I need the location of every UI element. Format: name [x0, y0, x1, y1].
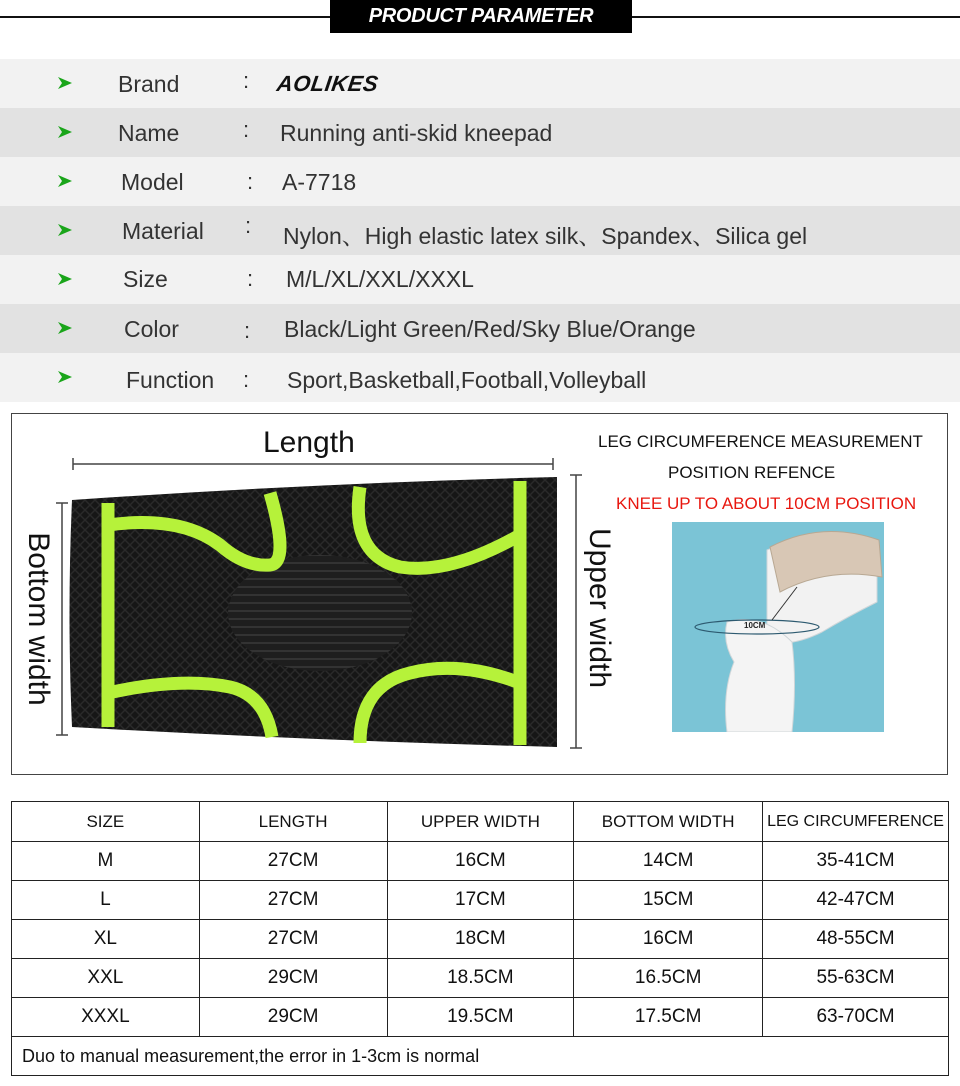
table-cell: 63-70CM	[763, 998, 949, 1037]
green-arrow-icon	[57, 76, 73, 90]
upper-width-label: Upper width	[583, 527, 616, 689]
param-colon: :	[244, 318, 251, 343]
table-cell: XL	[12, 920, 200, 959]
param-colon: :	[243, 117, 250, 142]
table-cell: 17.5CM	[574, 998, 763, 1037]
table-header-cell: BOTTOM WIDTH	[574, 802, 763, 842]
green-arrow-icon	[57, 223, 73, 237]
table-cell: XXL	[12, 959, 200, 998]
param-row-material	[0, 206, 960, 255]
table-cell: 35-41CM	[763, 842, 949, 881]
table-cell: 18.5CM	[387, 959, 574, 998]
kneepad-illustration	[20, 455, 585, 755]
size-table	[11, 801, 949, 1076]
param-row-name	[0, 108, 960, 157]
green-arrow-icon	[57, 370, 73, 384]
green-arrow-icon	[57, 272, 73, 286]
header-rule-left	[0, 16, 330, 18]
param-label: Color	[124, 316, 179, 342]
leg-measurement-title: LEG CIRCUMFERENCE MEASUREMENT	[598, 432, 923, 451]
table-cell: 17CM	[387, 881, 574, 920]
param-value: Black/Light Green/Red/Sky Blue/Orange	[284, 316, 696, 342]
param-colon: :	[243, 68, 250, 93]
header-rule-right	[632, 16, 960, 18]
param-value: Nylon、High elastic latex silk、Spandex、Silica gel	[283, 223, 808, 249]
table-row	[12, 920, 949, 959]
leg-measurement-subtitle: POSITION REFENCE	[668, 463, 836, 482]
upper-width-dimension-line	[570, 475, 582, 748]
measurement-note: Duo to manual measurement,the error in 1-3cm is normal	[12, 1037, 949, 1076]
param-value: Running anti-skid kneepad	[280, 120, 553, 146]
param-row-model	[0, 157, 960, 206]
green-arrow-icon	[57, 125, 73, 139]
table-header-cell: LENGTH	[199, 802, 387, 842]
param-row-color	[0, 304, 960, 353]
table-header-cell: LEG CIRCUMFERENCE	[763, 802, 949, 842]
param-value: M/L/XL/XXL/XXXL	[286, 266, 474, 292]
green-arrow-icon	[57, 174, 73, 188]
table-cell: 42-47CM	[763, 881, 949, 920]
param-label: Brand	[118, 71, 180, 97]
table-cell: 16CM	[574, 920, 763, 959]
param-colon: :	[243, 367, 250, 392]
param-row-size	[0, 255, 960, 304]
param-label: Size	[123, 266, 168, 292]
brand-logo: AOLIKES	[275, 71, 381, 96]
table-cell: 16.5CM	[574, 959, 763, 998]
table-cell: 15CM	[574, 881, 763, 920]
param-row-brand	[0, 59, 960, 108]
param-value: Sport,Basketball,Football,Volleyball	[287, 367, 647, 393]
param-colon: :	[247, 266, 254, 291]
table-row	[12, 881, 949, 920]
param-label: Name	[118, 120, 180, 146]
table-row	[12, 959, 949, 998]
table-cell: 27CM	[199, 920, 387, 959]
table-cell: 19.5CM	[387, 998, 574, 1037]
table-cell: M	[12, 842, 200, 881]
table-header-row	[12, 802, 949, 842]
page-title: PRODUCT PARAMETER	[330, 0, 632, 33]
table-cell: XXXL	[12, 998, 200, 1037]
param-label: Model	[121, 169, 184, 195]
param-label: Material	[122, 218, 204, 244]
green-arrow-icon	[57, 321, 73, 335]
param-colon: :	[247, 169, 254, 194]
leg-measurement-photo	[672, 522, 884, 732]
table-cell: L	[12, 881, 200, 920]
param-colon: :	[245, 213, 252, 238]
table-header-cell: UPPER WIDTH	[387, 802, 574, 842]
param-label: Function	[126, 367, 215, 393]
table-cell: 16CM	[387, 842, 574, 881]
leg-measurement-note: KNEE UP TO ABOUT 10CM POSITION	[616, 494, 917, 513]
bottom-width-dimension-line	[56, 503, 68, 735]
table-cell: 27CM	[199, 881, 387, 920]
table-note-row	[12, 1037, 949, 1076]
table-cell: 55-63CM	[763, 959, 949, 998]
table-cell: 48-55CM	[763, 920, 949, 959]
table-header-cell: SIZE	[12, 802, 200, 842]
table-cell: 18CM	[387, 920, 574, 959]
table-cell: 14CM	[574, 842, 763, 881]
table-row	[12, 842, 949, 881]
table-cell: 29CM	[199, 959, 387, 998]
table-cell: 29CM	[199, 998, 387, 1037]
param-value: A-7718	[282, 169, 357, 195]
leg-mark-label: 10CM	[744, 621, 766, 630]
length-dimension-line	[73, 458, 553, 470]
table-row	[12, 998, 949, 1037]
parameter-list	[0, 59, 960, 402]
length-label: Length	[263, 426, 355, 459]
bottom-width-label: Bottom width	[22, 532, 55, 706]
table-cell: 27CM	[199, 842, 387, 881]
param-row-function	[0, 353, 960, 402]
